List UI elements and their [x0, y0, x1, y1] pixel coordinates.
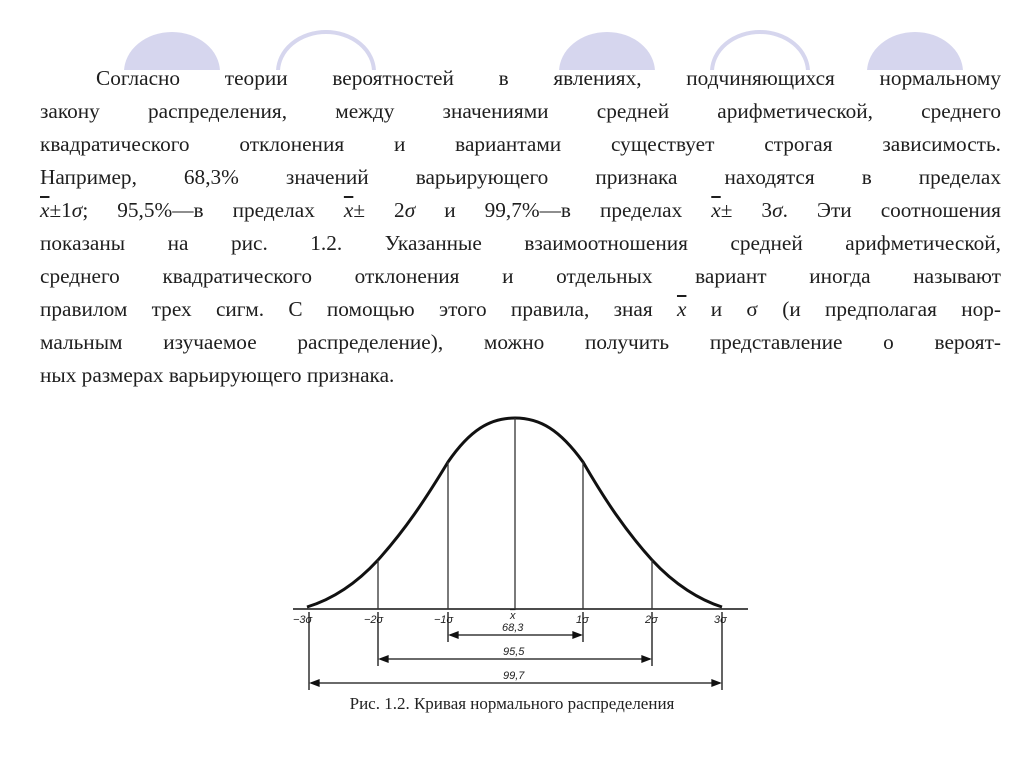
paragraph-line-1-text: Согласно теории вероятностей в явлениях, подчиняющихся нормальному: [96, 66, 1001, 90]
three-sigma-text: правилом трех сигм. С помощью этого правила, зная: [40, 297, 653, 321]
range-brackets: [309, 612, 722, 690]
tick-minus3: −3σ: [293, 614, 313, 626]
paragraph-line-3-text: квадратического отклонения и вариантами существует строгая зависимость.: [40, 132, 1001, 156]
paragraph-line-6-text: показаны на рис. 1.2. Указанные взаимоотношения средней арифметической,: [40, 231, 1001, 255]
paragraph-line-5: [40, 194, 1001, 227]
arrow-68-right: [573, 632, 581, 638]
tick-minus1: −1σ: [434, 614, 454, 626]
paragraph-line-9-text: мальным изучаемое распределение), можно получить представление о вероят-: [40, 330, 1001, 354]
tick-minus2: −2σ: [364, 614, 384, 626]
paragraph-line-4-text: Например, 68,3% значений варьирующего признака находятся в пределах: [40, 165, 1001, 189]
tick-mean: x: [510, 610, 516, 622]
pm-three: ± 3: [720, 198, 773, 222]
paragraph-line-7: [40, 260, 1001, 293]
paragraph-line-2-text: закону распределения, между значениями средней арифметической, среднего: [40, 99, 1001, 123]
paragraph-line-1: [96, 62, 1001, 95]
text-99: и 99,7%—в пределах: [444, 198, 683, 222]
paragraph-line-10: [40, 359, 1001, 392]
mean-symbol: $\overline{x}$: [40, 198, 50, 222]
text-ratios: . Эти соотношения: [782, 198, 1001, 222]
paragraph-line-6: [40, 227, 1001, 260]
sigma-assumption-text: и σ (и предполагая нор-: [710, 297, 1001, 321]
tick-plus1: 1σ: [576, 614, 589, 626]
range-labels: [502, 622, 525, 682]
sigma-symbol: σ: [71, 198, 83, 222]
mean-symbol: $\overline{x}$: [711, 198, 721, 222]
arrow-68-left: [450, 632, 458, 638]
paragraph-line-10-text: ных размерах варьирующего признака.: [40, 363, 395, 387]
arrow-95-right: [642, 656, 650, 662]
range-label-95: 95,5: [503, 646, 525, 658]
pm-one: ±1: [49, 198, 72, 222]
sigma-symbol: σ: [772, 198, 783, 222]
mean-symbol: $\overline{x}$: [676, 297, 687, 321]
paragraph-line-7-text: среднего квадратического отклонения и отдельных вариант иногда называют: [40, 264, 1001, 288]
text-95: ; 95,5%—в пределах: [82, 198, 315, 222]
tick-plus2: 2σ: [645, 614, 658, 626]
range-label-68: 68,3: [502, 622, 524, 634]
arrow-95-left: [380, 656, 388, 662]
mean-symbol: $\overline{x}$: [343, 198, 354, 222]
paragraph-line-4: [40, 161, 1001, 194]
range-label-99: 99,7: [503, 670, 525, 682]
tick-labels: [293, 610, 727, 626]
figure-caption: Рис. 1.2. Кривая нормального распределения: [349, 694, 675, 713]
body-paragraph: [40, 62, 1001, 392]
tick-plus3: 3σ: [714, 614, 727, 626]
paragraph-line-3: [40, 128, 1001, 161]
header-decoration: [0, 0, 1024, 70]
sigma-symbol: σ: [404, 198, 416, 222]
normal-curve: [307, 418, 722, 607]
paragraph-line-8: [40, 293, 1001, 326]
arrow-99-right: [712, 680, 720, 686]
paragraph-line-9: [40, 326, 1001, 359]
arrow-99-left: [311, 680, 319, 686]
ordinate-lines: [378, 418, 652, 609]
paragraph-line-2: [40, 95, 1001, 128]
pm-two: ± 2: [353, 198, 405, 222]
